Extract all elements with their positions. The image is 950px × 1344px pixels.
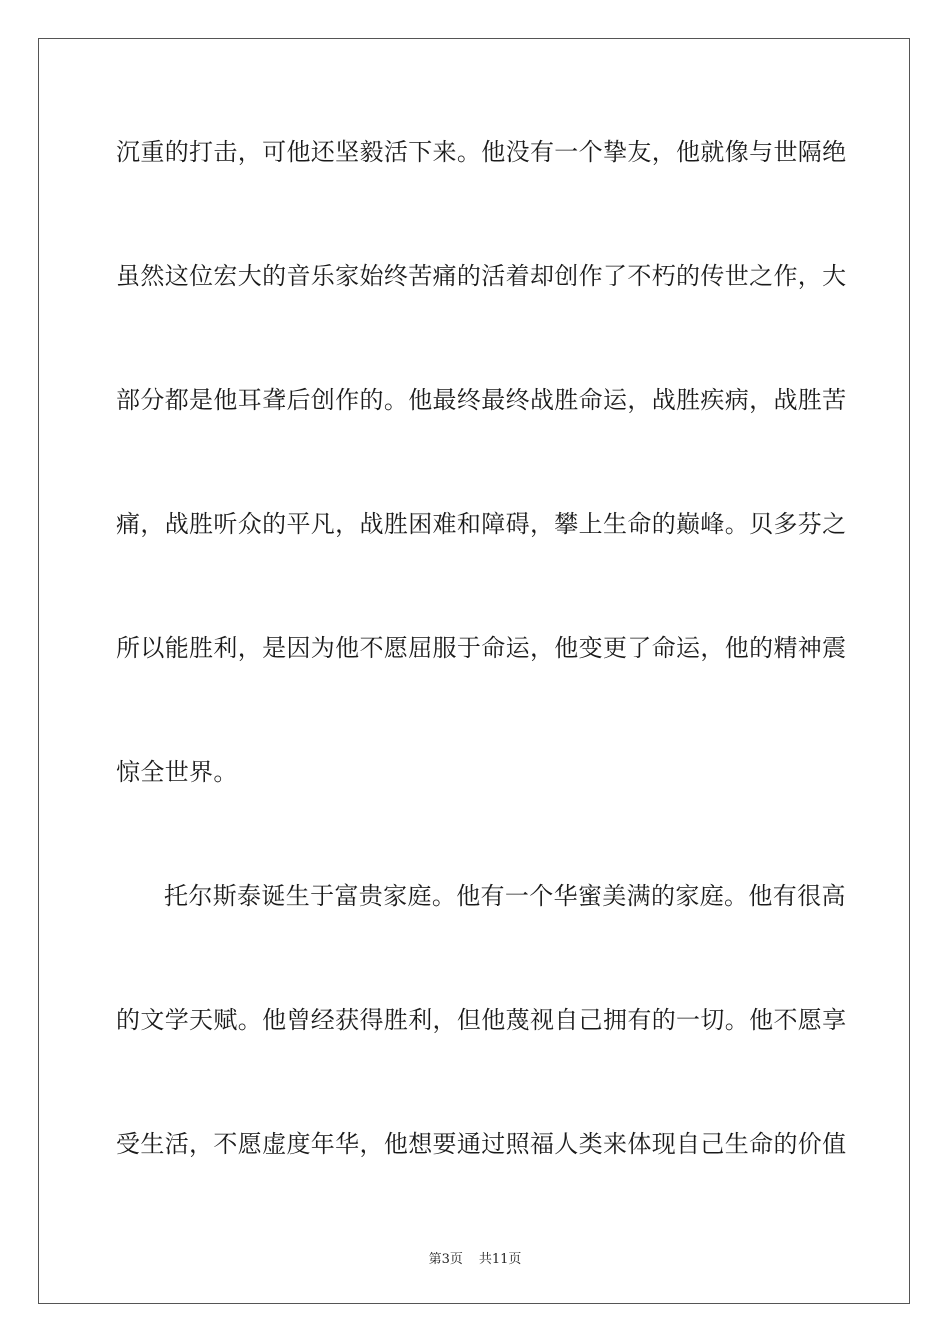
body-text-line: 虽然这位宏大的音乐家始终苦痛的活着却创作了不朽的传世之作，大	[116, 262, 847, 290]
body-text-line: 痛，战胜听众的平凡，战胜困难和障碍，攀上生命的巅峰。贝多芬之	[116, 510, 847, 538]
body-text-line: 受生活，不愿虚度年华，他想要通过照福人类来体现自己生命的价值	[116, 1130, 847, 1158]
page-number: 第3页	[428, 1252, 463, 1267]
page-border	[38, 38, 910, 1304]
body-text-line: 所以能胜利，是因为他不愿屈服于命运，他变更了命运，他的精神震	[116, 634, 847, 662]
body-text-line: 惊全世界。	[116, 758, 238, 786]
page-total: 共11页	[478, 1252, 522, 1267]
body-text-line: 沉重的打击，可他还坚毅活下来。他没有一个挚友，他就像与世隔绝	[116, 138, 847, 166]
page-footer	[0, 1248, 950, 1267]
body-text-line: 部分都是他耳聋后创作的。他最终最终战胜命运，战胜疾病，战胜苦	[116, 386, 847, 414]
paragraph-first-line: 托尔斯泰诞生于富贵家庭。他有一个华蜜美满的家庭。他有很高	[164, 882, 846, 910]
body-text-line: 的文学天赋。他曾经获得胜利，但他蔑视自己拥有的一切。他不愿享	[116, 1006, 847, 1034]
